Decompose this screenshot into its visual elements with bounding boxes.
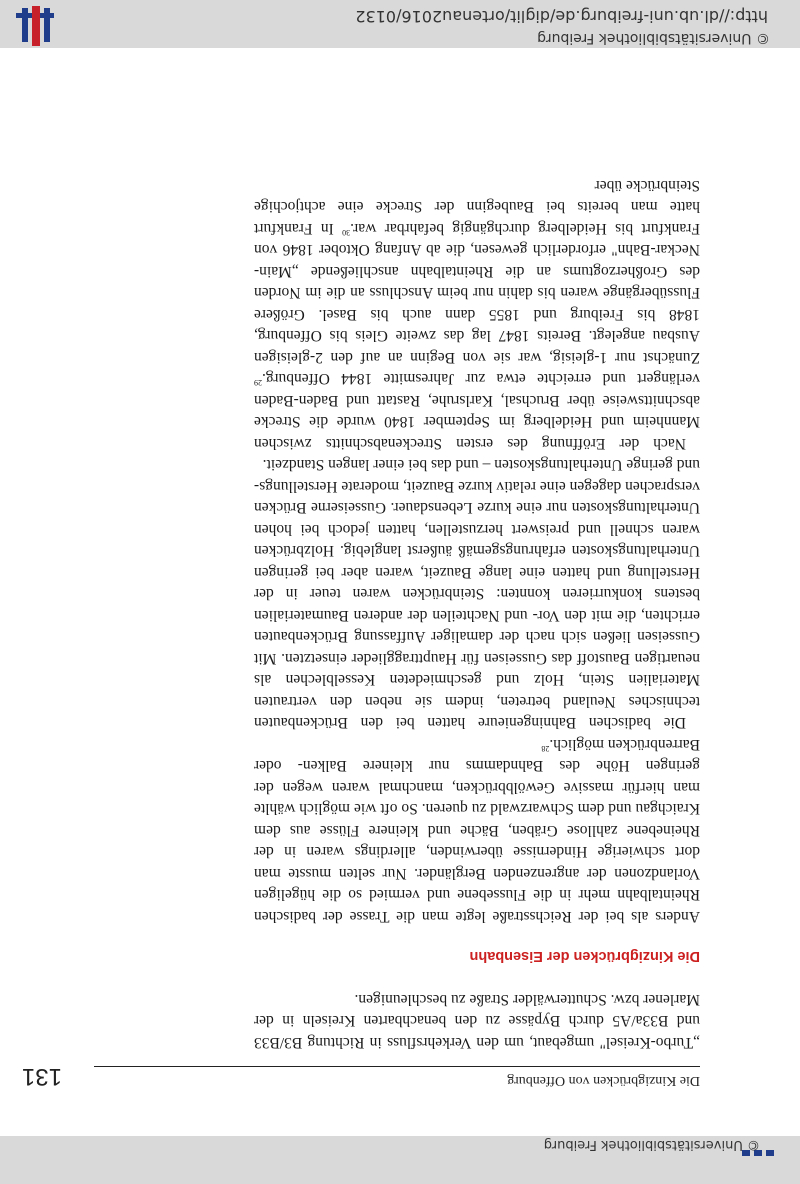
- university-logo-icon: [14, 6, 54, 46]
- library-top-bar: [0, 1136, 800, 1184]
- paragraph-3-text-b: Zunächst nur 1-gleisig, war sie von Beginn an auf den 2-gleisigen Ausbau angelegt. Bereits 1847 lag das zweite Gleis bis Offenburg, 1848 bis Freiburg und 1855 dann auch bis Basel. Größere Flussübergänge waren bis dahin nur beim Anschluss an die im Norden des Großherzogtums an die Rheintalbahn anschließende „Main-Neckar-Bahn" erforderlich gewesen, die ab Anfang Oktober 1846 von Frankfurt bis Heidelberg durchgängig befahrbar war.: [254, 220, 700, 366]
- paragraph-3-text-c: In Frankfurt hatte man bereits bei Baubeginn der Strecke eine achtjochige Steinbrücke über: [253, 177, 700, 237]
- library-copyright: © Universitätsbibliothek Freiburg: [537, 30, 770, 46]
- article-body: [254, 175, 700, 1054]
- library-copyright: © Universitätsbibliothek Freiburg: [543, 1137, 760, 1152]
- page-number: 131: [21, 1063, 62, 1090]
- paragraph-2: Die badischen Bahningenieure hatten bei den Brückenbauten technisches Neuland betreten, indem sie neben den vertrauten Materialien Stein, Holz und geschmiedeten Kesselblechen als neuartigen Baustoff das Gusseisen für Haupttragglieder einsetzten. Mit Gusseisen ließen sich nach der damaliger Auffassung Brückenbauten errichten, die mit den Vor- und Nachteilen der anderen Baumaterialien bestens konkurrieren konnten: Steinbrücken waren teuer in der Herstellung und hatten eine lange Bauzeit, waren aber bei geringen Unterhaltungskosten erfahrungsgemäß äußerst langlebig. Holzbrücken waren schnell und preiswert herzustellen, hatten jedoch bei hohen Unterhaltungskosten nur eine kurze Lebensdauer. Gusseiserne Brücken versprachen dagegen eine relativ kurze Bauzeit, moderate Herstellungs- und geringe Unterhaltungskosten – und das bei einer langen Standzeit.: [254, 456, 700, 732]
- footnote-ref: 30: [342, 228, 351, 238]
- header-rule: [94, 1066, 700, 1067]
- library-bottom-bar: [0, 0, 800, 48]
- section-heading: Die Kinzigbrücken der Eisenbahn: [469, 948, 700, 965]
- paragraph-1-text: Anders als bei der Reichsstraße legte man die Trasse der badischen Rheintalbahn mehr in die Flussebene und vermied so die hügeligen Vorlandzonen der angrenzenden Bergländer. Nur selten musste man dort schwierige Hindernisse überwinden, allerdings waren in der Rheinebene zahllose Gräben, Bäche und kleinere Flüsse aus dem Kraichgau und dem Schwarzwald zu queren. So oft wie möglich wählte man hierfür massive Gewölbbrücken, manchmal waren wegen der geringen Höhe des Bahndamms nur kleinere Balken- oder Barrenbrücken möglich.: [254, 736, 700, 925]
- paragraph-3: [254, 175, 700, 455]
- document-url-link[interactable]: http://dl.ub.uni-freiburg.de/diglit/ortenau2016/0132: [355, 7, 768, 26]
- footnote-ref: 28: [541, 744, 550, 754]
- paragraph-3-text-a: Nach der Eröffnung des ersten Streckenabschnitts zwischen Mannheim und Heidelberg im September 1840 wurde die Strecke abschnittsweise über Bruchsal, Karlsruhe, Rastatt und Baden-Baden verlängert und erreichte etwa zur Jahresmitte 1844 Offenburg.: [254, 370, 700, 452]
- running-head: Die Kinzigbrücken von Offenburg: [507, 1073, 700, 1088]
- paragraph-1: [254, 734, 700, 928]
- intro-paragraph: „Turbo-Kreisel" umgebaut, um den Verkehrsfluss in Richtung B3/B33 und B33a/A5 durch Bypässe zu den benachbarten Kreiseln in der Marlener bzw. Schutterwälder Straße zu beschleunigen.: [254, 991, 700, 1051]
- footnote-ref: 29: [254, 378, 262, 388]
